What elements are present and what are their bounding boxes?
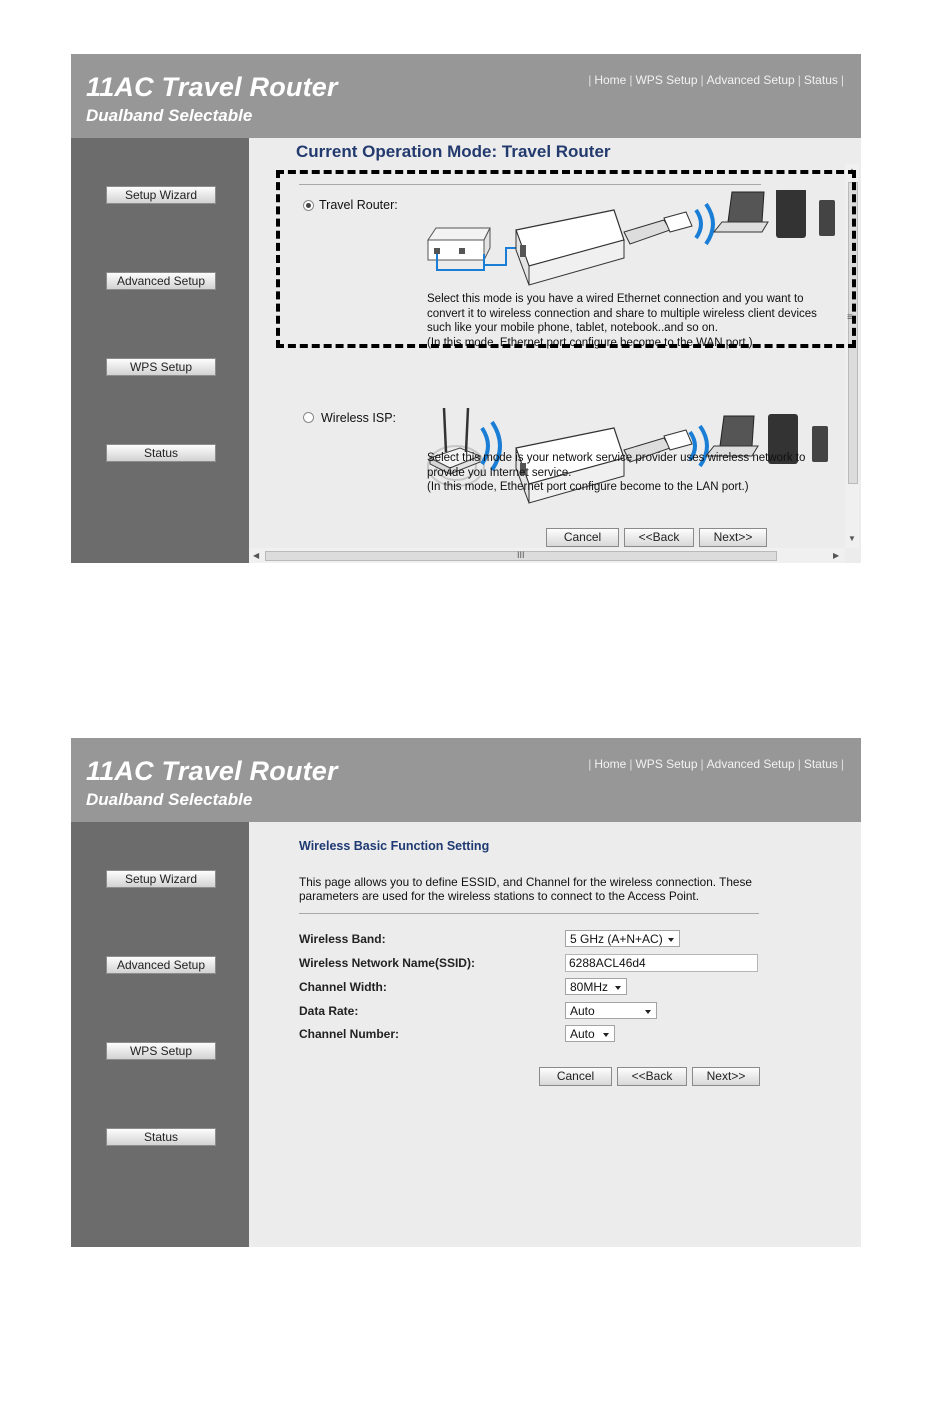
channel-width-value: 80MHz xyxy=(570,980,609,994)
channel-width-select[interactable] xyxy=(565,978,627,995)
back-button[interactable]: <<Back xyxy=(624,528,694,547)
channel-number-label: Channel Number: xyxy=(299,1027,400,1041)
nav-status-link[interactable]: Status xyxy=(803,757,838,771)
nav-separator: | xyxy=(700,73,704,87)
sidebar xyxy=(71,822,249,1247)
chevron-down-icon xyxy=(645,1010,651,1014)
nav-home-link[interactable]: Home xyxy=(594,757,627,771)
nav-wps-setup-link[interactable]: WPS Setup xyxy=(635,757,698,771)
sidebar-advanced-setup-button[interactable]: Advanced Setup xyxy=(106,272,216,290)
page-title: Wireless Basic Function Setting xyxy=(299,839,490,853)
cancel-button[interactable]: Cancel xyxy=(539,1067,612,1086)
cancel-button[interactable]: Cancel xyxy=(546,528,619,547)
wireless-isp-radio[interactable] xyxy=(303,412,314,423)
top-nav xyxy=(585,73,847,87)
scroll-left-icon[interactable]: ◀ xyxy=(253,551,260,560)
nav-home-link[interactable]: Home xyxy=(594,73,627,87)
header xyxy=(71,54,861,138)
chevron-down-icon xyxy=(668,938,674,942)
nav-separator: | xyxy=(629,73,633,87)
channel-width-label: Channel Width: xyxy=(299,980,387,994)
sidebar-wps-setup-button[interactable]: WPS Setup xyxy=(106,358,216,376)
nav-separator: | xyxy=(588,73,592,87)
next-button[interactable]: Next>> xyxy=(699,528,767,547)
nav-separator: | xyxy=(797,73,801,87)
screenshot-wireless-basic-setting xyxy=(71,738,861,1247)
wireless-band-value: 5 GHz (A+N+AC) xyxy=(570,932,663,946)
grip-icon: ≡ xyxy=(847,312,853,323)
brand-title: 11AC Travel Router xyxy=(86,756,338,786)
channel-number-value: Auto xyxy=(570,1027,595,1041)
description-line: Select this mode is you have a wired Ethernet connection and you want to xyxy=(427,293,804,305)
main-content xyxy=(249,822,861,1247)
phone-icon xyxy=(812,426,828,462)
scroll-up-icon[interactable]: ▲ xyxy=(848,166,856,175)
nav-separator: | xyxy=(588,757,592,771)
sidebar-setup-wizard-button[interactable]: Setup Wizard xyxy=(106,186,216,204)
brand-subtitle: Dualband Selectable xyxy=(86,790,253,809)
wireless-isp-label: Wireless ISP: xyxy=(321,411,397,425)
sidebar-setup-wizard-button[interactable]: Setup Wizard xyxy=(106,870,216,888)
page-title: Current Operation Mode: Travel Router xyxy=(296,142,611,161)
sidebar-wps-setup-button[interactable]: WPS Setup xyxy=(106,1042,216,1060)
channel-number-select[interactable] xyxy=(565,1025,615,1042)
travel-router-label: Travel Router: xyxy=(319,198,398,212)
wireless-band-label: Wireless Band: xyxy=(299,932,386,946)
back-button[interactable]: <<Back xyxy=(617,1067,687,1086)
wireless-isp-description xyxy=(427,451,805,495)
description-line: convert it to wireless connection and share to multiple wireless client devices xyxy=(427,307,817,320)
highlight-dashed-box xyxy=(276,170,856,348)
nav-separator: | xyxy=(700,757,704,771)
nav-separator: | xyxy=(797,757,801,771)
description-line: such like your mobile phone, tablet, notebook..and so on. xyxy=(427,322,718,334)
description-line: (In this mode, Ethernet port configure become to the LAN port.) xyxy=(427,481,749,493)
description-line: Select this mode is your network service provider uses wireless network to xyxy=(427,452,806,464)
data-rate-label: Data Rate: xyxy=(299,1004,359,1018)
nav-status-link[interactable]: Status xyxy=(803,73,838,87)
nav-separator: | xyxy=(840,73,844,87)
next-button[interactable]: Next>> xyxy=(692,1067,760,1086)
sidebar-status-button[interactable]: Status xyxy=(106,1128,216,1146)
screenshot-operation-mode xyxy=(71,54,861,563)
brand-title: 11AC Travel Router xyxy=(86,72,338,102)
description-line: provide you Internet service. xyxy=(427,466,572,479)
nav-wps-setup-link[interactable]: WPS Setup xyxy=(635,73,698,87)
description-line: (In this mode, Ethernet port configure become to the WAN port.) xyxy=(427,336,753,349)
data-rate-select[interactable] xyxy=(565,1002,657,1019)
laptop-icon xyxy=(706,416,758,456)
nav-separator: | xyxy=(840,757,844,771)
nav-advanced-setup-link[interactable]: Advanced Setup xyxy=(706,73,795,87)
nav-separator: | xyxy=(629,757,633,771)
sidebar-advanced-setup-button[interactable]: Advanced Setup xyxy=(106,956,216,974)
sidebar-status-button[interactable]: Status xyxy=(106,444,216,462)
top-nav xyxy=(585,757,847,771)
grip-icon: III xyxy=(517,550,525,560)
scroll-right-icon[interactable]: ▶ xyxy=(833,551,840,560)
page-description: This page allows you to define ESSID, and Channel for the wireless connection. These parameters are used for the wireless stations to connect to the Access Point. xyxy=(299,875,752,903)
chevron-down-icon xyxy=(615,986,621,990)
wireless-band-select[interactable] xyxy=(565,930,680,947)
data-rate-value: Auto xyxy=(570,1004,595,1018)
sidebar xyxy=(71,138,249,563)
chevron-down-icon xyxy=(603,1033,609,1037)
brand-subtitle: Dualband Selectable xyxy=(86,106,253,125)
scroll-down-icon[interactable]: ▼ xyxy=(848,534,856,543)
nav-advanced-setup-link[interactable]: Advanced Setup xyxy=(706,757,795,771)
ssid-input[interactable] xyxy=(565,954,758,972)
horizontal-scrollbar[interactable] xyxy=(249,548,845,563)
ssid-label: Wireless Network Name(SSID): xyxy=(299,956,475,970)
divider xyxy=(299,913,759,914)
header xyxy=(71,738,861,822)
